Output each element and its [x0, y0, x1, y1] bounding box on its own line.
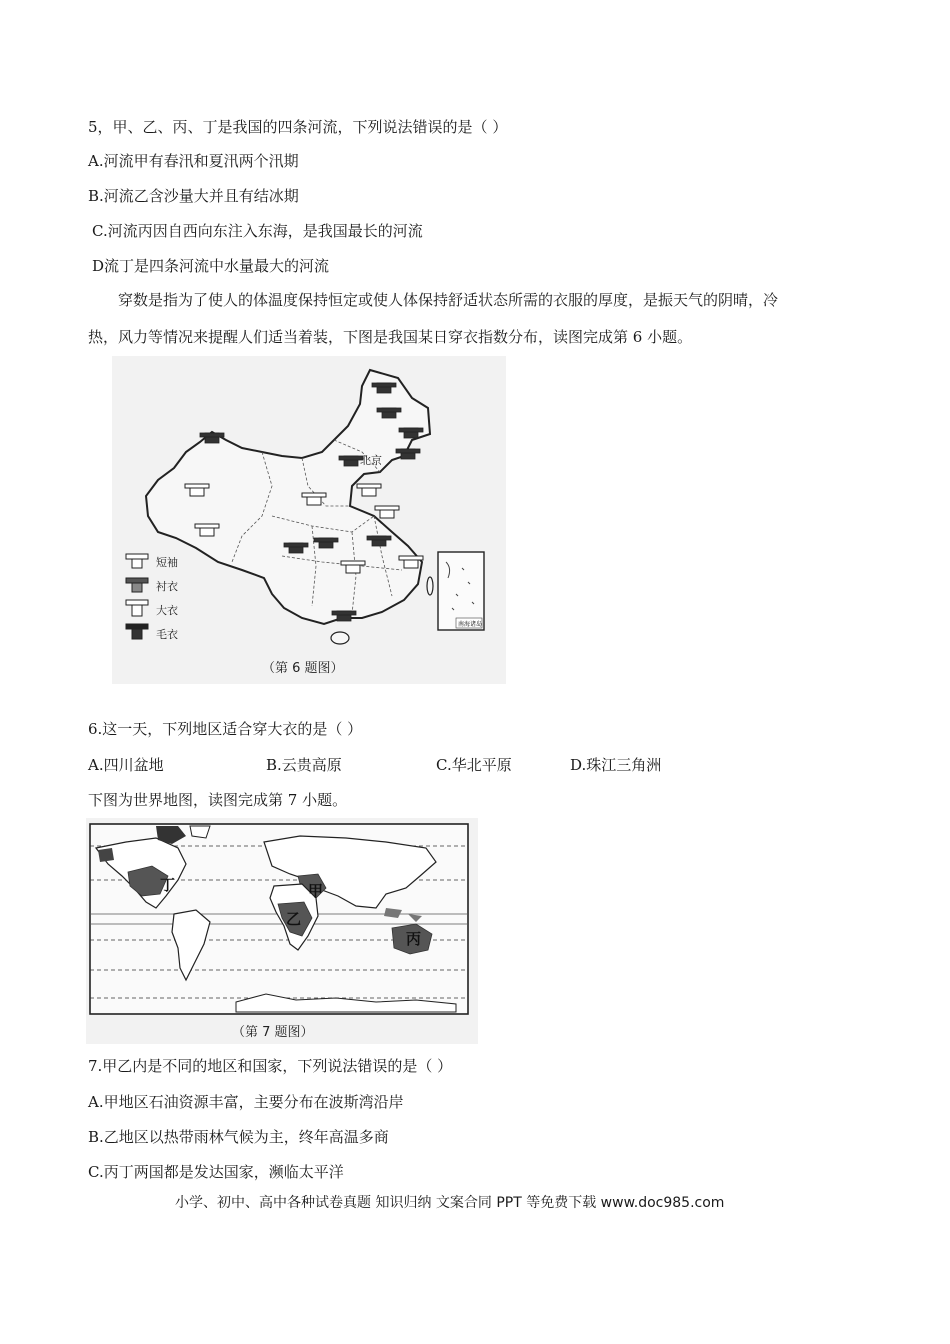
beijing-label: 北京: [360, 454, 382, 467]
q5-stem: 5，甲、乙、丙、丁是我国的四条河流，下列说法错误的是（ ）: [88, 118, 508, 136]
q5-option-d: D流丁是四条河流中水量最大的河流: [92, 257, 330, 275]
q7-option-b: B.乙地区以热带雨林气候为主，终年高温多商: [88, 1128, 389, 1146]
q7-stem: 7.甲乙内是不同的地区和国家，下列说法错误的是（ ）: [88, 1057, 453, 1075]
q6-options-row: [88, 755, 661, 775]
q6-stem: 6.这一天，下列地区适合穿大衣的是（ ）: [88, 720, 363, 738]
inset-label: 南海诸岛: [458, 621, 483, 628]
q7-option-a: A.甲地区石油资源丰富，主要分布在波斯湾沿岸: [88, 1093, 404, 1111]
south-china-sea-inset: [438, 552, 484, 630]
label-ding: 丁: [160, 876, 176, 894]
legend-coat: 大衣: [156, 604, 178, 617]
legend-short-sleeve: 短袖: [156, 556, 178, 569]
q5-option-c: C.河流丙因自西向东注入东海，是我国最长的河流: [92, 222, 423, 240]
world-map: [86, 818, 478, 1044]
legend-sweater: 毛衣: [156, 628, 178, 641]
label-yi: 乙: [286, 910, 302, 928]
q6-option-d: D.珠江三角洲: [570, 756, 662, 774]
page-footer: 小学、初中、高中各种试卷真题 知识归纳 文案合同 PPT 等免费下载 www.doc985.com: [175, 1195, 725, 1211]
intro7: 下图为世界地图，读图完成第 7 小题。: [88, 791, 348, 809]
q6-option-a: A.四川盆地: [88, 756, 164, 774]
q7-option-c: C.丙丁两国都是发达国家，濒临太平洋: [88, 1163, 344, 1181]
label-jia: 甲: [308, 882, 324, 900]
fig6-caption: （第 6 题图）: [262, 661, 344, 676]
q5-option-a: A.河流甲有春汛和夏汛两个汛期: [88, 152, 299, 170]
q5-option-b: B.河流乙含沙量大并且有结冰期: [88, 187, 299, 205]
label-bing: 丙: [406, 930, 422, 948]
intro6-line2: 热，风力等情况来提醒人们适当着装，下图是我国某日穿衣指数分布，读图完成第 6 小题。: [88, 328, 693, 346]
fig7-caption: （第 7 题图）: [232, 1025, 314, 1040]
legend-shirt: 衬衣: [156, 580, 178, 593]
china-clothing-index-map: [112, 356, 506, 684]
q6-option-b: B.云贵高原: [266, 756, 342, 774]
intro6-line1: 穿数是指为了使人的体温度保持恒定或使人体保持舒适状态所需的衣服的厚度，是振天气的阴晴，冷: [118, 291, 779, 309]
q6-option-c: C.华北平原: [436, 756, 512, 774]
